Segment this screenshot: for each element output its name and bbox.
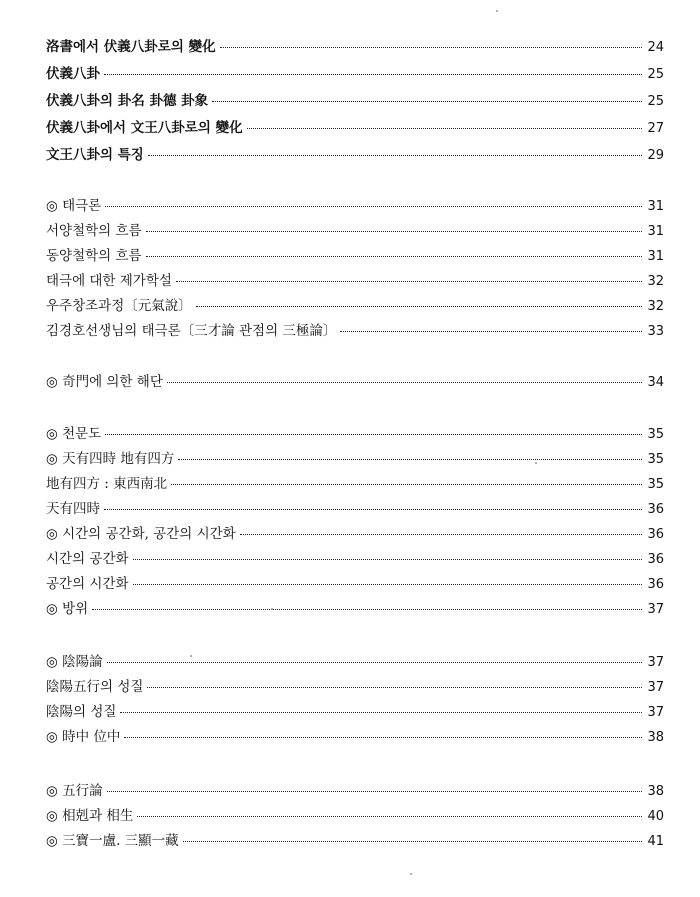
toc-entry-page: 36 [647, 577, 664, 592]
dot-leader [146, 256, 642, 257]
toc-entry-label: ◎ 三寶一盧. 三顯一藏 [46, 833, 179, 849]
toc-entry-page: 25 [647, 94, 664, 109]
toc-entry [46, 92, 664, 111]
toc-entry-page: 27 [647, 121, 664, 136]
toc-entry-label: 동양철학의 흐름 [46, 248, 142, 264]
toc-entry [46, 728, 664, 747]
toc-entry-label: 陰陽의 성질 [46, 704, 117, 720]
dot-leader [105, 434, 642, 435]
dot-leader [104, 74, 642, 75]
scan-speck [410, 873, 412, 875]
toc-entry [46, 653, 664, 672]
toc-entry-label: ◎ 天有四時 地有四方 [46, 451, 175, 467]
dot-leader [196, 306, 642, 307]
dot-leader [104, 509, 642, 510]
toc-entry [46, 38, 664, 57]
toc-entry [46, 450, 664, 469]
toc-entry [46, 297, 664, 316]
toc-entry-page: 35 [647, 452, 664, 467]
toc-entry-page: 31 [647, 249, 664, 264]
toc-entry [46, 525, 664, 544]
dot-leader [240, 534, 642, 535]
dot-leader [220, 47, 642, 48]
toc-entry-page: 36 [647, 552, 664, 567]
dot-leader [146, 231, 642, 232]
toc-entry-page: 32 [647, 274, 664, 289]
toc-entry [46, 475, 664, 494]
toc-entry [46, 832, 664, 851]
toc-entry-label: ◎ 태극론 [46, 198, 102, 214]
dot-leader [137, 816, 642, 817]
toc-entry-label: ◎ 陰陽論 [46, 654, 103, 670]
toc-entry-label: 공간의 시간화 [46, 576, 129, 592]
toc-entry [46, 678, 664, 697]
toc-entry-label: ◎ 奇門에 의한 해단 [46, 374, 163, 390]
dot-leader [176, 281, 642, 282]
dot-leader [105, 206, 642, 207]
toc-entry [46, 119, 664, 138]
scan-speck [190, 655, 192, 657]
toc-entry-label: 文王八卦의 특징 [46, 147, 144, 163]
toc-entry-label: ◎ 時中 位中 [46, 729, 121, 745]
toc-entry-page: 36 [647, 527, 664, 542]
toc-entry [46, 247, 664, 266]
toc-entry-label: ◎ 방위 [46, 601, 89, 617]
toc-entry-label: 天有四時 [46, 501, 100, 517]
toc-entry-label: ◎ 천문도 [46, 426, 102, 442]
dot-leader [124, 737, 642, 738]
dot-leader [147, 687, 642, 688]
dot-leader [167, 382, 642, 383]
toc-entry [46, 272, 664, 291]
toc-entry [46, 550, 664, 569]
toc-entry-label: 伏義八卦 [46, 66, 100, 82]
toc-entry-page: 34 [647, 375, 664, 390]
dot-leader [183, 841, 642, 842]
toc-entry-label: 태극에 대한 제가학설 [46, 273, 172, 289]
toc-entry [46, 807, 664, 826]
toc-entry-label: 地有四方 : 東西南北 [46, 476, 168, 492]
toc-entry-page: 29 [647, 148, 664, 163]
toc-entry-page: 37 [647, 705, 664, 720]
dot-leader [247, 128, 642, 129]
toc-entry-page: 33 [647, 324, 664, 339]
toc-entry [46, 600, 664, 619]
toc-entry-page: 32 [647, 299, 664, 314]
toc-entry [46, 197, 664, 216]
toc-entry-page: 37 [647, 680, 664, 695]
toc-entry-label: ◎ 시간의 공간화, 공간의 시간화 [46, 526, 236, 542]
dot-leader [340, 331, 642, 332]
toc-entry-page: 37 [647, 602, 664, 617]
toc-entry [46, 782, 664, 801]
toc-entry [46, 322, 664, 341]
toc-entry-page: 25 [647, 67, 664, 82]
dot-leader [107, 662, 642, 663]
dot-leader [133, 584, 642, 585]
toc-entry-label: 우주창조과정〔元氣說〕 [46, 298, 192, 314]
dot-leader [212, 101, 642, 102]
toc-entry-page: 36 [647, 502, 664, 517]
toc-entry [46, 500, 664, 519]
toc-entry-label: 伏義八卦의 卦名 卦德 卦象 [46, 93, 209, 109]
dot-leader [92, 609, 642, 610]
toc-entry-label: 김경호선생님의 태극론〔三才論 관점의 三極論〕 [46, 323, 337, 339]
toc-entry-page: 37 [647, 655, 664, 670]
toc-entry-label: 陰陽五行의 성질 [46, 679, 144, 695]
dot-leader [171, 484, 642, 485]
dot-leader [178, 459, 642, 460]
scan-speck [535, 462, 537, 464]
toc-entry-label: 서양철학의 흐름 [46, 223, 142, 239]
toc-entry-page: 31 [647, 224, 664, 239]
toc-entry [46, 373, 664, 392]
toc-entry [46, 425, 664, 444]
toc-entry [46, 65, 664, 84]
toc-entry-label: ◎ 相剋과 相生 [46, 808, 134, 824]
scan-speck [496, 10, 498, 12]
toc-entry-page: 40 [647, 809, 664, 824]
dot-leader [120, 712, 642, 713]
toc-entry-page: 24 [647, 40, 664, 55]
toc-entry-label: 洛書에서 伏義八卦로의 變化 [46, 39, 216, 55]
toc-entry-page: 38 [647, 730, 664, 745]
toc-entry [46, 222, 664, 241]
toc-entry-page: 35 [647, 477, 664, 492]
toc-entry-page: 35 [647, 427, 664, 442]
toc-entry-label: 伏義八卦에서 文王八卦로의 變化 [46, 120, 243, 136]
scan-speck [271, 608, 273, 610]
toc-entry-label: 시간의 공간화 [46, 551, 129, 567]
toc-entry-label: ◎ 五行論 [46, 783, 103, 799]
toc-entry-page: 41 [647, 834, 664, 849]
toc-entry [46, 575, 664, 594]
dot-leader [107, 791, 642, 792]
dot-leader [148, 155, 642, 156]
dot-leader [133, 559, 642, 560]
toc-entry-page: 31 [647, 199, 664, 214]
toc-entry [46, 703, 664, 722]
toc-entry-page: 38 [647, 784, 664, 799]
toc-entry [46, 146, 664, 165]
